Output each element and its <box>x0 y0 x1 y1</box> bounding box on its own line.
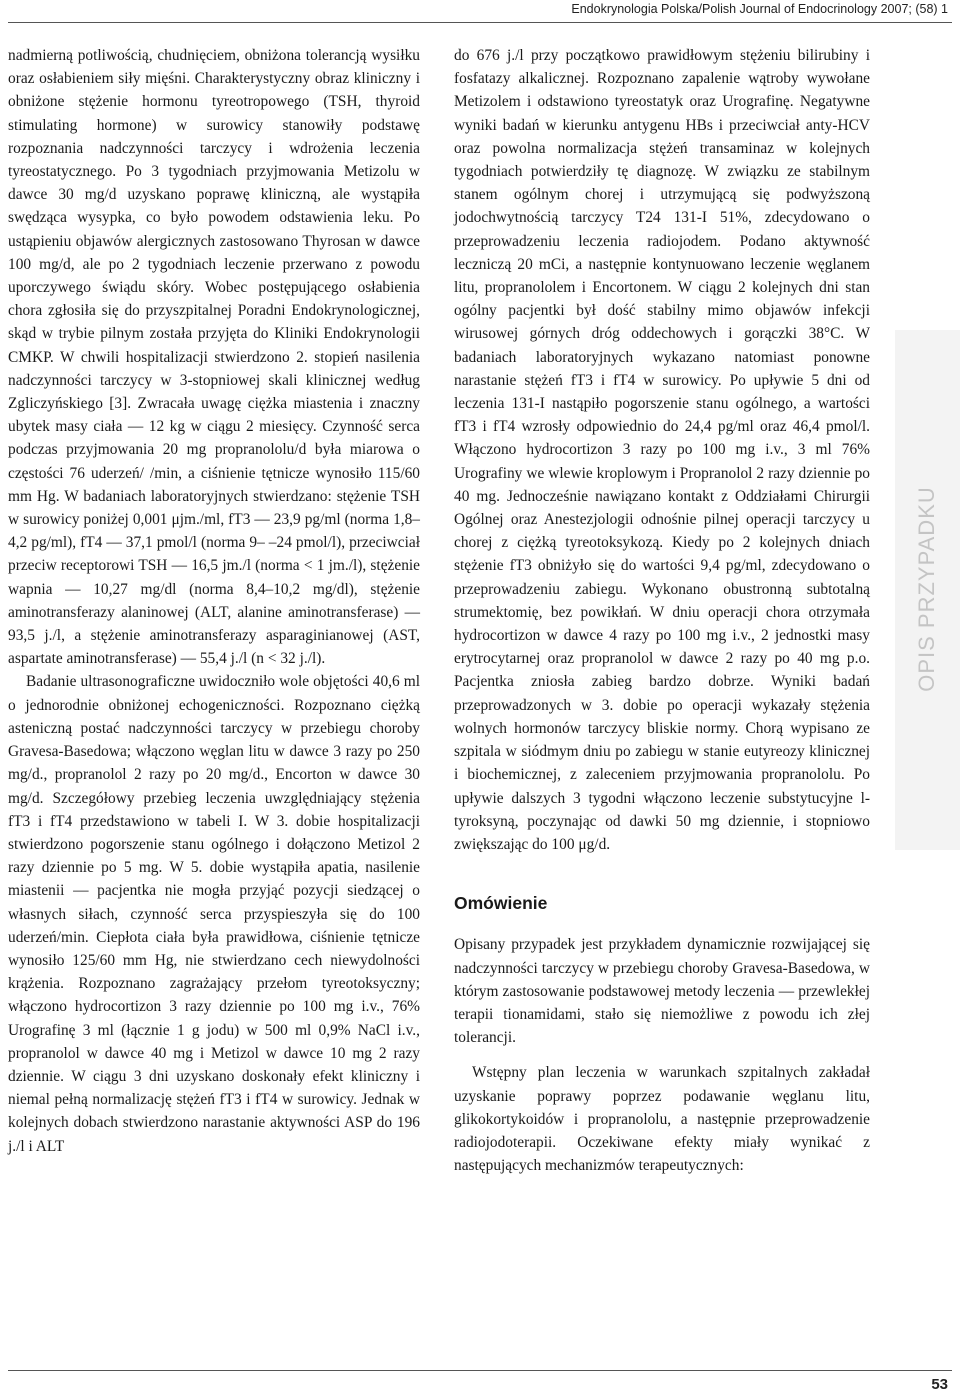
discussion-paragraph-2: Wstępny plan leczenia w warunkach szpitalnych zakładał uzyskanie poprawy poprzez podawanie węglanu litu, glikokortykoidów i propranololu, a następnie przeprowadzenie radiojodoterapii. Oczekiwane efekty miały wynikać z następujących mechanizmów terapeutycznych: <box>454 1064 870 1175</box>
paragraph-gap <box>454 1049 870 1061</box>
footer-rule <box>8 1370 952 1371</box>
journal-citation: Endokrynologia Polska/Polish Journal of Endocrinology 2007; (58) 1 <box>571 2 948 16</box>
header-rule <box>8 22 952 23</box>
left-column <box>8 44 420 1158</box>
section-side-label-text: OPIS PRZYPADKU <box>914 486 939 692</box>
case-paragraph-2: Badanie ultrasonograficzne uwidoczniło wole objętości 40,6 ml o jednorodnie obniżonej echogeniczności. Rozpoznano ciężką asteniczną postać nadczynności tarczycy w przebiegu choroby Gravesa-Basedowa; włączono węglan litu w dawce 3 razy po 250 mg/d., propranolol 2 razy po 20 mg/d., Encorton w dawce 30 mg/d. Szczegółowy przebieg leczenia uwzględniający stężenia fT3 i fT4 przedstawiono w tabeli I. W 3. dobie hospitalizacji stwierdzono pogorszenie stanu ogólnego i dołączono Metizol 2 razy dziennie po 5 mg. W 5. dobie wystąpiła apatia, nasilenie miastenii — pacjentka nie mogła przyjąć pozycji siedzącej o własnych siłach, czynność serca przyspieszyła się do 100 uderzeń/min. Ciepłota ciała była prawidłowa, ciśnienie tętnicze wynosiło 125/60 mm Hg, nie stwierdzano cech niewydolności krążenia. Rozpoznano zagrażający przełom tyreotoksyczny; włączono hydrocortizon 3 razy dziennie po 100 mg i.v., 76% Urografinę 3 ml (łącznie 1 g jodu) w 500 ml 0,9% NaCl i.v., propranolol w dawce 40 mg i Metizol w dawce 10 mg 2 razy dziennie. W ciągu 3 dni uzyskano doskonały efekt kliniczny i niemal pełną normalizację stężeń fT3 i fT4 w surowicy. Jednak w kolejnych dobach stwierdzono narastanie aktywności ASP do 196 j./l i ALT <box>8 673 420 1155</box>
section-heading-discussion: Omówienie <box>454 893 548 914</box>
case-paragraph-1: nadmierną potliwością, chudnięciem, obniżona tolerancją wysiłku oraz osłabieniem siły mięśni. Charakterystyczny obraz kliniczny i obniżone stężenie hormonu tyreotropowego (TSH, thyroid stimulating hormone) w surowicy stanowiły podstawę rozpoznania nadczynności tarczycy i wdrożenia leczenia tyreostatycznego. Po 3 tygodniach przyjmowania Metizolu w dawce 30 mg/d uzyskano poprawę kliniczną, ale wystąpiła swędząca wysypka, co było powodem odstawienia leku. Po ustąpieniu objawów alergicznych zastosowano Thyrosan w dawce 100 mg/d, ale po 2 tygodniach leczenie przerwano z powodu uporczywego świądu skóry. Wobec postępującego osłabienia chora zgłosiła się do przyszpitalnej Poradni Endokrynologicznej, skąd w trybie pilnym została przyjęta do Kliniki Endokrynologii CMKP. W chwili hospitalizacji stwierdzono 2. stopień nasilenia nadczynności tarczycy w 3-stopniowej skali klinicznej według Zgliczyńskiego [3]. Zwracała uwagę ciężka miastenia i znaczny ubytek masy ciała — 12 kg w ciągu 2 miesięcy. Czynność serca podczas przyjmowania 20 mg propranololu/d była miarowa o częstości 76 uderzeń/ /min, a ciśnienie tętnicze wynosiło 115/60 mm Hg. W badaniach laboratoryjnych stwierdzano: stężenie TSH w surowicy poniżej 0,001 μjm./ml, fT3 — 23,9 pg/ml (norma 1,8–4,2 pg/ml), fT4 — 37,1 pmol/l (norma 9– –24 pmol/l), przeciwciał przeciw receptorowi TSH — 16,5 jm./l (norma < 1 jm./l), stężenie wapnia — 10,27 mg/dl (norma 8,4–10,2 mg/dl), stężenie aminotransferazy alaninowej (ALT, alanine aminotransferase) — 93,5 j./l, a stężenie aminotransferazy asparaginianowej (AST, aspartate aminotransferase) — 55,4 j./l (n < 32 j./l). <box>8 47 420 668</box>
discussion-paragraph-1: Opisany przypadek jest przykładem dynamicznie rozwijającej się nadczynności tarczycy w przebiegu choroby Gravesa-Basedowa, w którym zastosowanie podstawowej metody leczenia — przewlekłej terapii tionamidami, stało się niemożliwe z powodu ich złej tolerancji. <box>454 936 870 1047</box>
page-header <box>0 0 960 28</box>
right-column <box>454 44 870 1177</box>
page-number: 53 <box>931 1376 948 1393</box>
case-paragraph-3: do 676 j./l przy początkowo prawidłowym stężeniu bilirubiny i fosfatazy alkalicznej. Rozpoznano zapalenie wątroby wywołane Metizolem i odstawiono tyreostatyk oraz Urografinę. Negatywne wyniki badań w kierunku antygenu HBs i przeciwciał anty-HCV oraz powolna normalizacja stężeń transaminaz w kolejnych tygodniach potwierdziły tę diagnozę. W związku ze stabilnym stanem ogólnym chorej i utrzymującą się podwyższoną jodochwytnością tarczycy T24 131-I 51%, zdecydowano o przeprowadzeniu leczenia radiojodem. Podano aktywność leczniczą 20 mCi, a następnie kontynuowano leczenie węglanem litu, propranololem i Encortonem. W ciągu 2 kolejnych dni stan ogólny pacjentki był dość stabilny mimo objawów infekcji wirusowej górnych dróg oddechowych i gorączki 38°C. W badaniach laboratoryjnych wykazano natomiast ponowne narastanie stężeń fT3 i fT4 w surowicy. Po upływie 5 dni od leczenia 131-I nastąpiło pogorszenie stanu ogólnego, a wartości fT3 i fT4 wzrosły odpowiednio do 24,4 pg/ml oraz 46,4 pmol/l. Włączono hydrocortizon 3 razy po 100 mg i.v., 3 ml 76% Urografiny we wlewie kroplowym i Propranolol 2 razy dziennie po 40 mg. Jednocześnie nawiązano kontakt z Oddziałami Chirurgii Ogólnej oraz Anestezjologii odnośnie pilnej operacji tarczycy u chorej z ciężką tyreotoksykozą. Kiedy po 2 kolejnych dniach stężenie fT3 obniżyło się do wartości 9,4 pg/ml, zdecydowano o przeprowadzeniu zabiegu. Wykonano obustronną subtotalną strumektomię, bez powikłań. W dniu operacji chora otrzymała hydrocortizon w dawce 4 razy po 100 mg i.v., 2 jednostki masy erytrocytarnej oraz propranolol w dawce 2 razy po 40 mg p.o. Pacjentka zniosła zabieg bardzo dobrze. Wyniki badań przeprowadzonych w 3. dobie po operacji wykazały stężenia wolnych hormonów tarczycy bliskie normy. Chorą wypisano ze szpitala w siódmym dniu po zabiegu w stanie eutyreozy klinicznej i biochemicznej, z zaleceniem przyjmowania propranololu. Po upływie dalszych 3 tygodni włączono leczenie substytucyjne l-tyroksyną, poczynając od dawki 50 mg dziennie, i stopniowo zwiększając do 100 μg/d. <box>454 47 870 853</box>
